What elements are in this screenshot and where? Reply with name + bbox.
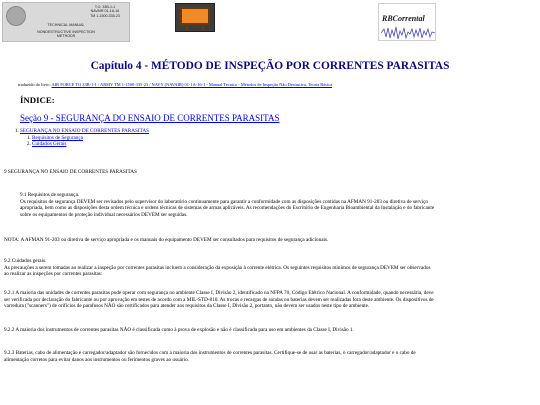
cover-title-line: NONDESTRUCTIVE INSPECTION	[37, 30, 95, 34]
cover-title	[3, 30, 129, 39]
manual-cover-logo	[2, 2, 130, 42]
to-line: TM 1-1500-335-23	[90, 13, 120, 18]
subsection-9-2	[4, 258, 434, 278]
subsection-title: 9.1 Requisitos de segurança.	[20, 192, 80, 198]
toc-subitem	[32, 141, 149, 148]
section-title-link[interactable]	[20, 113, 279, 125]
section-heading: 9 SEGURANÇA NO ENSAIO DE CORRENTES PARASITAS	[4, 169, 137, 175]
brand-wordmark: RBCorrental	[382, 14, 425, 23]
paragraph-9-2-1: 9.2.1 A maioria das unidades de correntes parasitas pode operar com segurança no ambiente Classe I, Divisão 2, identificado na NFPA 70, Código Elétrico Nacional. A conformidade, quando necessária, deve ser verificada por declaração do fabricante ou por aprovação em testes de acordo com a MIL-STD-810. As trocas e recargas de sondas ou baterias devem ser realizadas fora deste ambiente. Os dispositivos de varredura ("scanners") de orifícios de parafusos NÃO são certificados para atender aos requisitos da Classe I, Divisão 2, portanto, não devem ser usados neste tipo de ambiente.	[4, 290, 434, 310]
toc-item	[20, 128, 149, 148]
source-book-link[interactable]: AIR FORCE TO 33B-1-1 / ARMY TM 1-1500-335-23 / NAVY (NAVAIR) 01-1A-16-1 - Manual Tecnico - Métodos de Inspeção Não Destrutiva, Teoria Básica	[51, 82, 333, 87]
toc-link-safety[interactable]: SEGURANÇA NO ENSAIO DE CORRENTES PARASITAS	[20, 128, 149, 134]
to-line: NAVAIR 01-1A-16	[90, 9, 120, 14]
subsection-title: 9.2 Cuidados gerais.	[4, 258, 47, 264]
signal-wave-icon	[381, 26, 435, 40]
toc-link-requirements[interactable]: Requisitos de Segurança	[32, 134, 83, 141]
index-heading: ÍNDICE:	[20, 95, 55, 105]
toc-link-general-care[interactable]: Cuidados Gerais	[32, 141, 67, 148]
tv-icon	[175, 3, 215, 32]
to-line: T.O. 33B-1-1	[94, 5, 116, 9]
section-title[interactable]: Seção 9 - SEGURANÇA DO ENSAIO DE CORRENTES PARASITAS	[20, 113, 280, 123]
cover-title-line: METHODS	[56, 34, 76, 39]
translation-source	[18, 82, 332, 88]
table-of-contents	[8, 128, 149, 148]
subsection-9-1	[20, 192, 438, 219]
paragraph: As precauções a serem tomadas ao realizar a inspeção por correntes parasitas incluem a consideração da exposição à corrente elétrica. Os seguintes requisitos mínimos de segurança DEVEM ser observados ao realizar as inspeções por correntes parasitas:	[4, 264, 431, 278]
paragraph: Os requisitos de segurança DEVEM ser revisados pelo supervisor do laboratório continuamente para garantir a conformidade com as disposições contidas na AFMAN 91-203 ou diretiva de serviço apropriada, bem como as disposições desta ordem técnica e ordens técnicas de sistemas de armas aplicáveis. As recomendações do Escritório de Engenharia Bioambiental da Instalação e do fabricante sobre os equipamentos de proteção individual necessários DEVEM ser seguidas.	[20, 198, 435, 218]
brand-logo	[378, 3, 436, 41]
note-paragraph: NOTA: A AFMAN 91-203 ou diretiva de serviço apropriada e os manuais do equipamento DEVEM ser consultados para requisitos de segurança adicionais.	[4, 237, 329, 243]
technical-manual-label: TECHNICAL MANUAL	[47, 23, 85, 27]
page-title: Capítulo 4 - MÉTODO DE INSPEÇÃO POR CORRENTES PARASITAS	[90, 60, 450, 72]
to-numbers	[81, 5, 129, 18]
translation-prefix: traduzido do livro:	[18, 82, 52, 87]
paragraph-9-2-3: 9.2.3 Baterias, cabo de alimentação e carregador/adaptador são fornecidos com a maioria dos instrumentos de correntes parasitas. Certifique-se de usar as baterias, o carregador/adaptador e o cabo de alimentação corretos para evitar danos aos instrumentos ou ferimentos graves ao usuário.	[4, 350, 416, 363]
paragraph-9-2-2: 9.2.2 A maioria dos instrumentos de correntes parasitas NÃO é classificada como à prova de explosão e não é classificada para uso em ambientes da Classe I, Divisão 1.	[4, 327, 354, 333]
toc-subitem	[32, 135, 149, 142]
